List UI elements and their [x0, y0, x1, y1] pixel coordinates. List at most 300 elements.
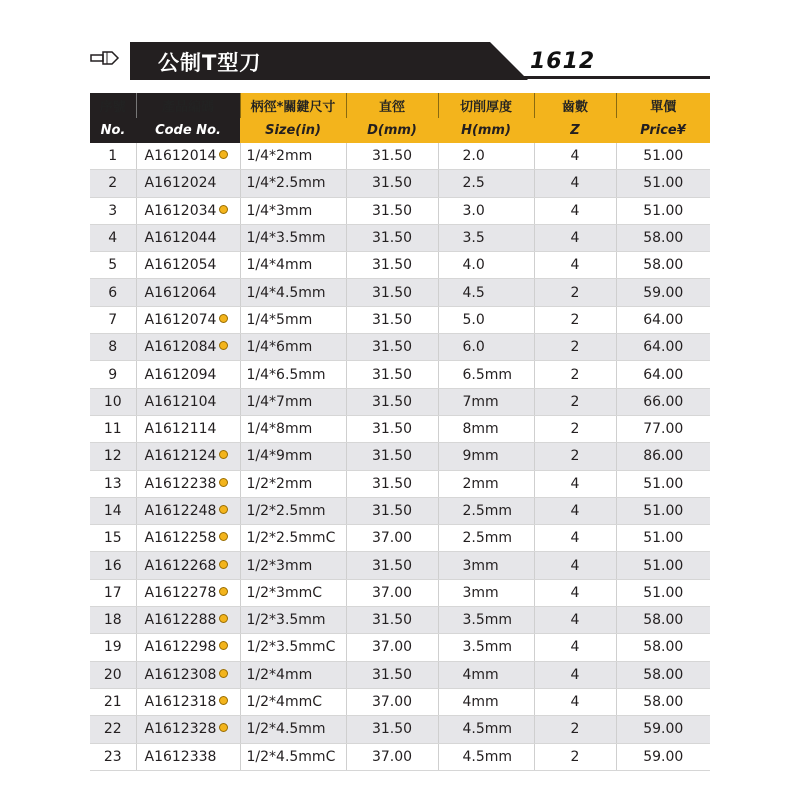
diameter-cell-text: 31.50 — [371, 421, 413, 438]
teeth-cell-text: 4 — [570, 148, 580, 165]
height-cell — [438, 388, 534, 415]
diameter-cell-text: 31.50 — [371, 284, 413, 301]
height-cell-text: 4mm — [462, 666, 499, 683]
size-cell — [240, 470, 346, 497]
price-cell-text: 51.00 — [643, 175, 684, 192]
size-cell-text: 1/2*4mm — [246, 666, 313, 683]
size-cell — [240, 143, 346, 170]
row-number — [90, 688, 136, 715]
height-cell — [438, 688, 534, 715]
size-cell-text: 1/2*3.5mm — [246, 612, 326, 629]
price-cell-text: 64.00 — [643, 366, 684, 383]
size-cell — [240, 252, 346, 279]
product-code — [136, 552, 240, 579]
height-cell-text: 4mm — [462, 694, 499, 711]
teeth-cell — [534, 661, 616, 688]
height-cell — [438, 197, 534, 224]
diameter-cell — [346, 634, 438, 661]
diameter-cell — [346, 252, 438, 279]
size-cell-text: 1/4*6mm — [246, 339, 313, 356]
row-number-text: 10 — [103, 393, 122, 410]
teeth-cell-text: 2 — [570, 339, 580, 356]
price-cell-text: 58.00 — [643, 257, 684, 274]
teeth-cell-text: 4 — [570, 557, 580, 574]
diameter-cell — [346, 143, 438, 170]
product-code — [136, 252, 240, 279]
row-number — [90, 525, 136, 552]
teeth-cell-text: 2 — [570, 366, 580, 383]
price-cell — [616, 443, 710, 470]
height-cell-text: 3.0 — [462, 202, 485, 219]
table-row — [90, 443, 710, 470]
product-table — [90, 93, 710, 771]
teeth-cell — [534, 607, 616, 634]
page-title: 公制T型刀 — [158, 51, 262, 75]
teeth-cell-text: 4 — [570, 639, 580, 656]
row-number-text: 23 — [103, 748, 122, 765]
diameter-cell-text: 31.50 — [371, 366, 413, 383]
dot-marker-icon — [219, 150, 228, 159]
height-cell — [438, 279, 534, 306]
teeth-cell — [534, 634, 616, 661]
diameter-cell-text: 37.00 — [371, 748, 413, 765]
product-code — [136, 634, 240, 661]
diameter-cell-text: 31.50 — [371, 557, 413, 574]
row-number — [90, 661, 136, 688]
header-row-cn — [90, 93, 710, 118]
product-code-text: A1612308 — [144, 666, 217, 683]
height-cell-text: 5.0 — [462, 311, 485, 328]
product-code — [136, 361, 240, 388]
size-cell-text: 1/4*5mm — [246, 311, 313, 328]
price-cell — [616, 334, 710, 361]
product-code-text: A1612238 — [144, 475, 217, 492]
size-cell-text: 1/4*8mm — [246, 421, 313, 438]
height-cell-text: 2.5 — [462, 175, 485, 192]
height-cell-text: 2.5mm — [462, 530, 513, 547]
diameter-cell — [346, 743, 438, 770]
height-cell-text: 4.5mm — [462, 748, 513, 765]
table-row — [90, 197, 710, 224]
table-row — [90, 607, 710, 634]
teeth-cell — [534, 224, 616, 251]
dot-marker-icon — [219, 532, 228, 541]
row-number-text: 13 — [103, 475, 122, 492]
table-row — [90, 170, 710, 197]
teeth-cell — [534, 497, 616, 524]
height-cell — [438, 306, 534, 333]
teeth-cell-text: 2 — [570, 311, 580, 328]
table-row — [90, 279, 710, 306]
row-number — [90, 716, 136, 743]
diameter-cell — [346, 279, 438, 306]
price-cell — [616, 143, 710, 170]
price-cell — [616, 688, 710, 715]
price-cell-text: 86.00 — [643, 448, 684, 465]
size-cell — [240, 170, 346, 197]
price-cell — [616, 634, 710, 661]
height-cell — [438, 497, 534, 524]
size-cell — [240, 688, 346, 715]
header-h-cn: 切削厚度 — [438, 93, 534, 118]
price-cell — [616, 525, 710, 552]
size-cell-text: 1/4*2.5mm — [246, 175, 326, 192]
teeth-cell-text: 2 — [570, 748, 580, 765]
height-cell — [438, 252, 534, 279]
product-code — [136, 743, 240, 770]
teeth-cell — [534, 443, 616, 470]
price-cell — [616, 607, 710, 634]
row-number-text: 11 — [103, 421, 122, 438]
teeth-cell — [534, 743, 616, 770]
row-number — [90, 743, 136, 770]
size-cell — [240, 279, 346, 306]
height-cell-text: 6.5mm — [462, 366, 513, 383]
height-cell — [438, 607, 534, 634]
size-cell — [240, 224, 346, 251]
row-number-text: 14 — [103, 503, 122, 519]
teeth-cell — [534, 579, 616, 606]
height-cell — [438, 143, 534, 170]
product-code — [136, 497, 240, 524]
price-cell-text: 77.00 — [643, 421, 684, 438]
teeth-cell — [534, 470, 616, 497]
height-cell-text: 3mm — [462, 557, 499, 574]
product-code-text: A1612318 — [144, 694, 217, 711]
row-number — [90, 497, 136, 524]
height-cell-text: 4.0 — [462, 257, 485, 274]
diameter-cell-text: 37.00 — [371, 530, 413, 547]
product-code-text: A1612288 — [144, 612, 217, 629]
teeth-cell-text: 4 — [570, 530, 580, 547]
diameter-cell — [346, 197, 438, 224]
size-cell-text: 1/2*2.5mmC — [246, 530, 336, 547]
diameter-cell — [346, 415, 438, 442]
teeth-cell — [534, 143, 616, 170]
price-cell-text: 66.00 — [643, 393, 684, 410]
teeth-cell-text: 4 — [570, 202, 580, 219]
header-d-en: D(mm) — [346, 118, 438, 143]
product-code-text: A1612044 — [144, 230, 217, 247]
header-code-en: Code No. — [136, 118, 240, 143]
product-code-text: A1612054 — [144, 257, 217, 274]
product-code — [136, 716, 240, 743]
price-cell — [616, 279, 710, 306]
size-cell-text: 1/2*2.5mm — [246, 503, 326, 519]
row-number — [90, 388, 136, 415]
diameter-cell-text: 31.50 — [371, 503, 413, 519]
height-cell — [438, 552, 534, 579]
price-cell-text: 51.00 — [643, 503, 684, 519]
table-row — [90, 224, 710, 251]
dot-marker-icon — [219, 205, 228, 214]
teeth-cell-text: 2 — [570, 448, 580, 465]
teeth-cell — [534, 415, 616, 442]
price-cell-text: 58.00 — [643, 612, 684, 629]
height-cell — [438, 170, 534, 197]
teeth-cell-text: 4 — [570, 257, 580, 274]
product-code-text: A1612338 — [144, 748, 217, 765]
table-row — [90, 661, 710, 688]
diameter-cell-text: 31.50 — [371, 339, 413, 356]
diameter-cell — [346, 552, 438, 579]
product-code-text: A1612034 — [144, 202, 217, 219]
dot-marker-icon — [219, 314, 228, 323]
table-row — [90, 388, 710, 415]
header-z-cn: 齒數 — [534, 93, 616, 118]
price-cell-text: 58.00 — [643, 230, 684, 247]
row-number — [90, 279, 136, 306]
product-code-text: A1612074 — [144, 311, 217, 328]
height-cell-text: 2.5mm — [462, 503, 513, 519]
product-code — [136, 579, 240, 606]
teeth-cell — [534, 552, 616, 579]
table-row — [90, 334, 710, 361]
header-z-en: Z — [534, 118, 616, 143]
row-number-text: 5 — [108, 257, 118, 274]
diameter-cell — [346, 716, 438, 743]
dot-marker-icon — [219, 587, 228, 596]
diameter-cell-text: 31.50 — [371, 612, 413, 629]
row-number — [90, 306, 136, 333]
row-number-text: 8 — [108, 339, 118, 356]
product-code — [136, 170, 240, 197]
header-row-en — [90, 118, 710, 143]
size-cell — [240, 634, 346, 661]
row-number — [90, 579, 136, 606]
teeth-cell-text: 4 — [570, 475, 580, 492]
diameter-cell-text: 31.50 — [371, 148, 413, 165]
product-code — [136, 197, 240, 224]
price-cell — [616, 743, 710, 770]
row-number-text: 22 — [103, 721, 122, 738]
row-number-text: 3 — [108, 202, 118, 219]
product-code-text: A1612268 — [144, 557, 217, 574]
row-number-text: 7 — [108, 311, 118, 328]
diameter-cell — [346, 224, 438, 251]
row-number — [90, 634, 136, 661]
table-body — [90, 143, 710, 770]
height-cell-text: 3.5 — [462, 230, 485, 247]
height-cell — [438, 224, 534, 251]
size-cell — [240, 607, 346, 634]
row-number — [90, 607, 136, 634]
product-code-text: A1612248 — [144, 503, 217, 519]
size-cell — [240, 497, 346, 524]
diameter-cell — [346, 688, 438, 715]
price-cell-text: 59.00 — [643, 748, 684, 765]
dot-marker-icon — [219, 341, 228, 350]
size-cell-text: 1/2*4.5mmC — [246, 748, 336, 765]
diameter-cell-text: 31.50 — [371, 175, 413, 192]
height-cell — [438, 415, 534, 442]
height-cell-text: 2mm — [462, 475, 499, 492]
teeth-cell-text: 2 — [570, 421, 580, 438]
product-code — [136, 388, 240, 415]
product-code — [136, 470, 240, 497]
dot-marker-icon — [219, 450, 228, 459]
price-cell-text: 51.00 — [643, 475, 684, 492]
diameter-cell — [346, 306, 438, 333]
teeth-cell — [534, 688, 616, 715]
product-code-text: A1612278 — [144, 584, 217, 601]
header-code-cn: 產品編碼 — [136, 93, 240, 118]
row-number — [90, 197, 136, 224]
row-number — [90, 470, 136, 497]
title-banner — [90, 42, 710, 80]
dot-marker-icon — [219, 641, 228, 650]
table-row — [90, 688, 710, 715]
header-price-cn: 單價 — [616, 93, 710, 118]
size-cell — [240, 361, 346, 388]
table-row — [90, 525, 710, 552]
header-h-en: H(mm) — [438, 118, 534, 143]
product-code — [136, 661, 240, 688]
diameter-cell-text: 37.00 — [371, 584, 413, 601]
series-code: 1612 — [530, 49, 596, 74]
size-cell — [240, 661, 346, 688]
product-code — [136, 143, 240, 170]
diameter-cell-text: 37.00 — [371, 639, 413, 656]
height-cell — [438, 661, 534, 688]
size-cell-text: 1/2*4.5mm — [246, 721, 326, 738]
price-cell — [616, 361, 710, 388]
dot-marker-icon — [219, 560, 228, 569]
row-number-text: 2 — [108, 175, 118, 192]
row-number-text: 21 — [103, 694, 122, 711]
price-cell — [616, 252, 710, 279]
row-number — [90, 224, 136, 251]
diameter-cell-text: 31.50 — [371, 311, 413, 328]
teeth-cell-text: 2 — [570, 393, 580, 410]
price-cell — [616, 552, 710, 579]
height-cell-text: 3.5mm — [462, 612, 513, 629]
row-number-text: 17 — [103, 584, 122, 601]
product-code — [136, 224, 240, 251]
price-cell-text: 64.00 — [643, 311, 684, 328]
table-row — [90, 743, 710, 770]
size-cell-text: 1/4*6.5mm — [246, 366, 326, 383]
price-cell-text: 51.00 — [643, 148, 684, 165]
diameter-cell — [346, 525, 438, 552]
teeth-cell — [534, 361, 616, 388]
height-cell — [438, 470, 534, 497]
price-cell-text: 51.00 — [643, 530, 684, 547]
diameter-cell-text: 37.00 — [371, 694, 413, 711]
diameter-cell — [346, 361, 438, 388]
size-cell — [240, 716, 346, 743]
row-number — [90, 334, 136, 361]
size-cell-text: 1/4*4mm — [246, 257, 313, 274]
product-code-text: A1612258 — [144, 530, 217, 547]
product-code — [136, 688, 240, 715]
size-cell-text: 1/2*4mmC — [246, 694, 322, 711]
table-row — [90, 306, 710, 333]
height-cell — [438, 334, 534, 361]
product-code — [136, 607, 240, 634]
row-number-text: 20 — [103, 666, 122, 683]
row-number-text: 16 — [103, 557, 122, 574]
table-row — [90, 579, 710, 606]
header-no-cn: 序號 — [90, 93, 136, 118]
diameter-cell-text: 31.50 — [371, 475, 413, 492]
product-code-text: A1612094 — [144, 366, 217, 383]
price-cell — [616, 497, 710, 524]
table-row — [90, 361, 710, 388]
price-cell — [616, 579, 710, 606]
product-code-text: A1612104 — [144, 393, 217, 410]
teeth-cell-text: 4 — [570, 503, 580, 519]
diameter-cell-text: 31.50 — [371, 202, 413, 219]
row-number — [90, 170, 136, 197]
price-cell-text: 64.00 — [643, 339, 684, 356]
table-row — [90, 470, 710, 497]
size-cell-text: 1/4*3.5mm — [246, 230, 326, 247]
row-number-text: 18 — [103, 612, 122, 629]
price-cell — [616, 661, 710, 688]
teeth-cell — [534, 716, 616, 743]
header-size-cn: 柄徑*關鍵尺寸 — [240, 93, 346, 118]
size-cell-text: 1/4*4.5mm — [246, 284, 326, 301]
teeth-cell-text: 4 — [570, 175, 580, 192]
teeth-cell-text: 4 — [570, 612, 580, 629]
price-cell-text: 51.00 — [643, 584, 684, 601]
height-cell — [438, 525, 534, 552]
size-cell — [240, 443, 346, 470]
height-cell-text: 3.5mm — [462, 639, 513, 656]
height-cell-text: 9mm — [462, 448, 499, 465]
product-code-text: A1612084 — [144, 339, 217, 356]
product-code — [136, 334, 240, 361]
height-cell — [438, 443, 534, 470]
size-cell — [240, 415, 346, 442]
size-cell — [240, 743, 346, 770]
dot-marker-icon — [219, 669, 228, 678]
row-number-text: 6 — [108, 284, 118, 301]
router-bit-icon — [90, 47, 120, 69]
row-number — [90, 552, 136, 579]
height-cell — [438, 361, 534, 388]
product-code-text: A1612114 — [144, 421, 217, 438]
size-cell-text: 1/2*3mm — [246, 557, 313, 574]
dot-marker-icon — [219, 505, 228, 514]
height-cell-text: 3mm — [462, 584, 499, 601]
teeth-cell — [534, 170, 616, 197]
size-cell-text: 1/4*7mm — [246, 393, 313, 410]
row-number-text: 15 — [103, 530, 122, 547]
size-cell-text: 1/2*3.5mmC — [246, 639, 336, 656]
row-number — [90, 415, 136, 442]
price-cell — [616, 388, 710, 415]
row-number-text: 1 — [108, 148, 118, 165]
table-row — [90, 552, 710, 579]
row-number — [90, 361, 136, 388]
price-cell — [616, 470, 710, 497]
table-row — [90, 716, 710, 743]
row-number — [90, 443, 136, 470]
price-cell-text: 59.00 — [643, 721, 684, 738]
price-cell-text: 58.00 — [643, 666, 684, 683]
diameter-cell-text: 31.50 — [371, 257, 413, 274]
size-cell — [240, 525, 346, 552]
height-cell-text: 2.0 — [462, 148, 485, 165]
size-cell — [240, 306, 346, 333]
price-cell-text: 58.00 — [643, 639, 684, 656]
table-row — [90, 634, 710, 661]
header-price-en: Price¥ — [616, 118, 710, 143]
height-cell-text: 8mm — [462, 421, 499, 438]
teeth-cell — [534, 334, 616, 361]
